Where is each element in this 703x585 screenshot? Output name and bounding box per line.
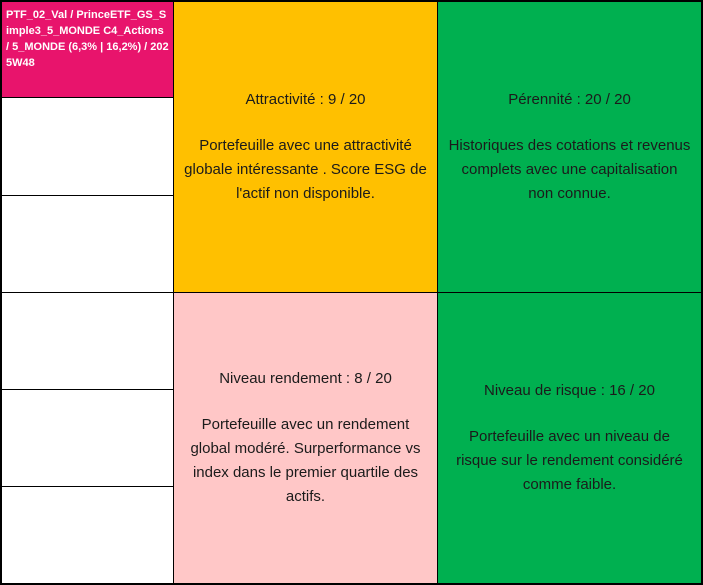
perennite-title: Pérennité : 20 / 20 bbox=[508, 91, 631, 108]
risque-title: Niveau de risque : 16 / 20 bbox=[484, 382, 655, 399]
risque-card bbox=[437, 292, 702, 584]
blank-cell-3 bbox=[1, 292, 174, 390]
rendement-card bbox=[173, 292, 438, 584]
risque-description: Portefeuille avec un niveau de risque sur le rendement considéré comme faible. bbox=[456, 428, 683, 493]
perennite-card bbox=[437, 1, 702, 293]
blank-cell-5 bbox=[1, 486, 174, 584]
perennite-description: Historiques des cotations et revenus complets avec une capitalisation non connue. bbox=[448, 137, 691, 202]
blank-cell-2 bbox=[1, 195, 174, 293]
blank-cell-4 bbox=[1, 389, 174, 487]
rendement-title: Niveau rendement : 8 / 20 bbox=[219, 370, 392, 387]
portfolio-label: PTF_02_Val / PrinceETF_GS_Simple3_5_MONDE C4_Actions / 5_MONDE (6,3% | 16,2%) / 2025W48 bbox=[1, 1, 174, 98]
attractivite-description: Portefeuille avec une attractivité globale intéressante . Score ESG de l'actif non disponible. bbox=[184, 137, 427, 202]
blank-cell-1 bbox=[1, 97, 174, 196]
attractivite-card bbox=[173, 1, 438, 293]
rendement-description: Portefeuille avec un rendement global modéré. Surperformance vs index dans le premier quartile des actifs. bbox=[190, 416, 421, 505]
attractivite-title: Attractivité : 9 / 20 bbox=[245, 91, 366, 108]
